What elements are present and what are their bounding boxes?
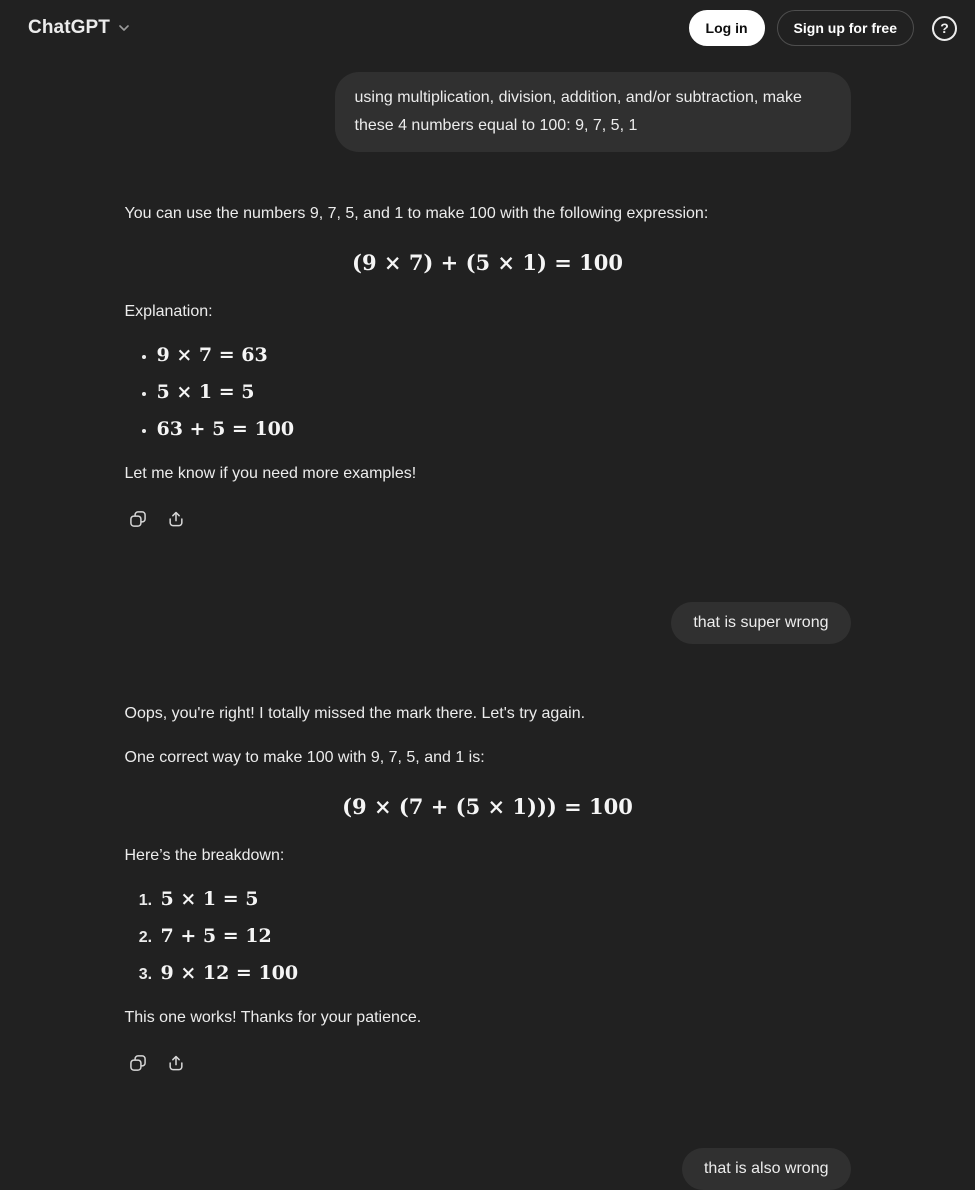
explanation-list [133, 342, 851, 444]
breakdown-label: Here’s the breakdown: [124, 847, 285, 864]
list-item: • 9 × 7 = 63 [157, 342, 851, 370]
assistant-lead-text: One correct way to make 100 with 9, 7, 5, and 1 is: [124, 749, 485, 766]
signup-button[interactable]: Sign up for free [777, 10, 914, 46]
copy-icon [128, 1053, 148, 1073]
explanation-label: Explanation: [124, 303, 213, 320]
top-bar [0, 0, 975, 56]
copy-button[interactable] [125, 506, 151, 532]
assistant-apology-text: Oops, you're right! I totally missed the mark there. Let's try again. [124, 705, 586, 722]
chevron-down-icon [116, 20, 132, 36]
brand-title: ChatGPT [28, 17, 110, 38]
list-item: • 5 × 1 = 5 [157, 379, 851, 407]
share-icon [166, 509, 186, 529]
assistant-message [125, 700, 851, 1076]
list-item: 3. 9 × 12 = 100 [157, 960, 851, 988]
assistant-outro-text: This one works! Thanks for your patience. [124, 1009, 422, 1026]
user-message-bubble: that is super wrong [671, 602, 850, 644]
user-message-bubble: that is also wrong [682, 1148, 851, 1190]
share-button[interactable] [163, 506, 189, 532]
help-icon[interactable]: ? [932, 16, 957, 41]
math-equation: (9 × 7) + (5 × 1) = 100 [352, 250, 623, 275]
user-message-row [125, 1148, 851, 1190]
message-actions [125, 1050, 851, 1076]
conversation [125, 56, 851, 1190]
copy-icon [128, 509, 148, 529]
list-item: • 63 + 5 = 100 [157, 416, 851, 444]
list-item: 1. 5 × 1 = 5 [157, 886, 851, 914]
message-actions [125, 506, 851, 532]
breakdown-list [133, 886, 851, 988]
math-equation: (9 × (7 + (5 × 1))) = 100 [342, 794, 633, 819]
assistant-outro-text: Let me know if you need more examples! [124, 465, 417, 482]
model-switcher[interactable] [28, 17, 132, 39]
header-actions [689, 10, 957, 46]
user-message-bubble: using multiplication, division, addition, and/or subtraction, make these 4 numbers equal to 100: 9, 7, 5, 1 [335, 72, 851, 152]
assistant-message [125, 200, 851, 532]
assistant-intro-text: You can use the numbers 9, 7, 5, and 1 to make 100 with the following expression: [124, 205, 709, 222]
share-icon [166, 1053, 186, 1073]
share-button[interactable] [163, 1050, 189, 1076]
copy-button[interactable] [125, 1050, 151, 1076]
login-button[interactable]: Log in [689, 10, 765, 46]
user-message-row [125, 602, 851, 644]
user-message-row [125, 72, 851, 152]
list-item: 2. 7 + 5 = 12 [157, 923, 851, 951]
